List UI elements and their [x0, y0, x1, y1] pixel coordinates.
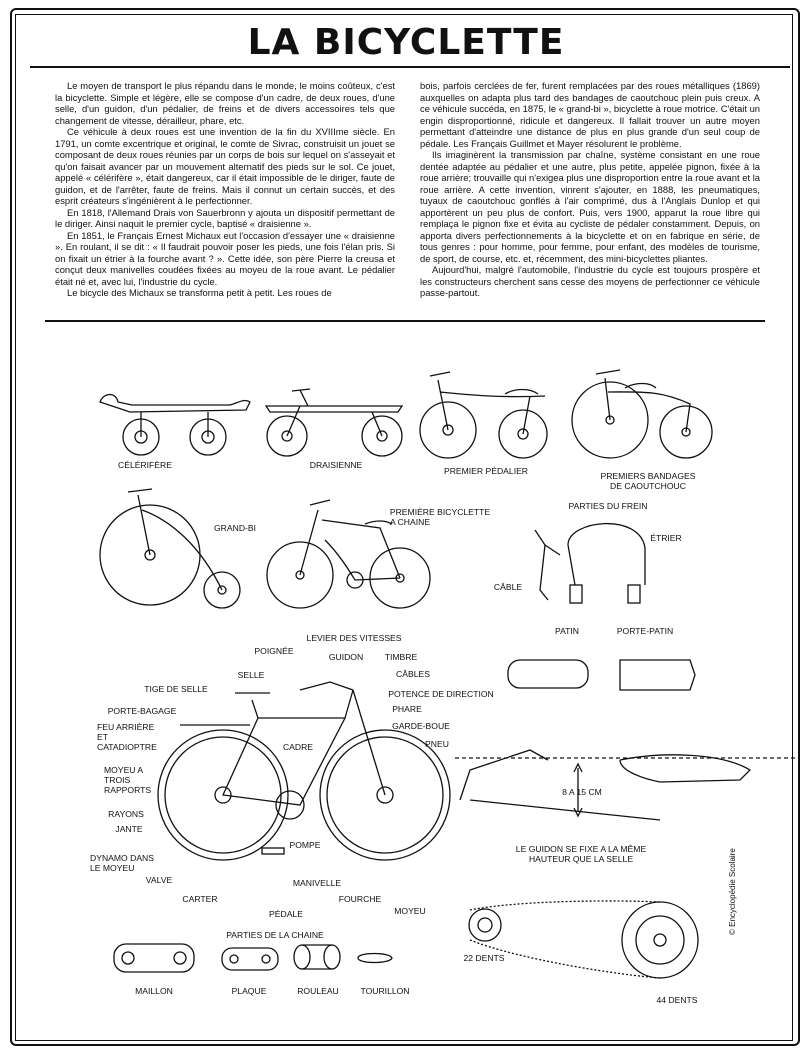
- label-bicyclette-chaine-2: A CHAINE: [389, 517, 431, 527]
- brake-drawing: [508, 524, 695, 690]
- celerifere-drawing: [100, 395, 250, 456]
- label-guidon-note-1: LE GUIDON SE FIXE A LA MÊME: [515, 844, 647, 854]
- label-rouleau: ROULEAU: [297, 986, 339, 996]
- saddle-height-drawing: [455, 750, 800, 820]
- label-guidon: GUIDON: [328, 652, 364, 662]
- label-bicyclette-chaine-1: PREMIÈRE BICYCLETTE: [389, 507, 491, 517]
- paragraph: En 1818, l'Allemand Drais von Sauerbronn y ajouta un dispositif permettant de le diriger. Ainsi naquit le premier cycle, baptisé « draisienne ».: [55, 206, 395, 229]
- label-manivelle: MANIVELLE: [292, 878, 342, 888]
- label-pedale: PÉDALE: [269, 909, 303, 919]
- label-bandages-1: PREMIERS BANDAGES: [600, 471, 696, 481]
- paragraph: Le moyen de transport le plus répandu dans le monde, le moins coûteux, c'est la bicyclette. Simple et légère, elle se compose d'un cadre, de deux roues, d'une selle, d'un guidon, d'un pédalier, de freins et de divers accessoires tels que changement de vitesse, dérailleur, phare, etc.: [55, 80, 395, 126]
- premier-pedalier-drawing: [420, 372, 547, 458]
- label-carter: CARTER: [182, 894, 218, 904]
- page-title: LA BICYCLETTE: [247, 22, 565, 63]
- label-maillon: MAILLON: [135, 986, 173, 996]
- label-selle: SELLE: [237, 670, 265, 680]
- label-celerifere: CÉLÉRIFÈRE: [118, 460, 172, 470]
- label-44-dents: 44 DENTS: [656, 995, 698, 1005]
- label-grand-bi: GRAND-BI: [213, 523, 257, 533]
- label-premier-pedalier: PREMIER PÉDALIER: [443, 466, 529, 476]
- label-jante: JANTE: [115, 824, 143, 834]
- label-phare: PHARE: [392, 704, 422, 714]
- label-fourche: FOURCHE: [338, 894, 382, 904]
- label-tourillon: TOURILLON: [360, 986, 410, 996]
- label-dynamo-1: DYNAMO DANS: [90, 853, 154, 863]
- label-moyeu-rapports-3: RAPPORTS: [104, 785, 152, 795]
- label-cables: CÂBLES: [396, 669, 430, 679]
- draisienne-drawing: [266, 389, 402, 456]
- label-moyeu-rapports-1: MOYEU A: [104, 765, 144, 775]
- label-parties-du-frein: PARTIES DU FREIN: [568, 501, 648, 511]
- label-garde-boue: GARDE-BOUE: [392, 721, 450, 731]
- label-moyeu: MOYEU: [394, 906, 426, 916]
- paragraph: Aujourd'hui, malgré l'automobile, l'industrie du cycle est toujours prospère et les constructeurs cherchent sans cesse des moyens de perfectionner ce véhicule passe-partout.: [420, 264, 760, 298]
- title-rule: [30, 66, 790, 68]
- section-separator: [45, 320, 765, 322]
- label-feu-arriere-2: ET: [97, 732, 108, 742]
- label-valve: VALVE: [145, 875, 173, 885]
- label-tige-de-selle: TIGE DE SELLE: [144, 684, 208, 694]
- label-bandages-2: DE CAOUTCHOUC: [610, 481, 686, 491]
- label-draisienne: DRAISIENNE: [309, 460, 363, 470]
- premiers-bandages-drawing: [572, 370, 712, 458]
- label-guidon-note-2: HAUTEUR QUE LA SELLE: [528, 854, 634, 864]
- label-feu-arriere-1: FEU ARRIÈRE: [97, 722, 155, 732]
- paragraph: Ils imaginèrent la transmission par chaîne, système consistant en une roue dentée adaptée au pédalier et une autre, plus petite, appelée pignon, fixée à la roue arrière; trouvaille qui n'exigea plus une disproportion entre la roue avant et la roue arrière. A cette invention, vinrent s'ajouter, en 1888, les pneumatiques, tuyaux de caoutchouc gonflés à l'air comprimé, dus à l'Anglais Dunlop et qui apportèrent un peu plus de confort. Puis, vers 1900, apparut la roue libre qui remplaça le pignon fixe et évita au cycliste de pédaler constamment. Depuis, on apporta divers perfectionnements à la bicyclette et on en fabrique en série, de tous genres : pour homme, pour femme, pour enfant, des modèles de tourisme, de sport, de course, etc. et, récemment, des mini-bicyclettes pliantes.: [420, 149, 760, 264]
- label-porte-patin: PORTE-PATIN: [616, 626, 674, 636]
- text-column-right: [420, 80, 760, 299]
- label-plaque: PLAQUE: [231, 986, 267, 996]
- label-cadre: CADRE: [282, 742, 314, 752]
- paragraph: Ce véhicule à deux roues est une invention de la fin du XVIIIme siècle. En 1791, un comte excentrique et original, le comte de Sivrac, construisit un jouet se composant de deux roues réunies par un corps de bois sur lequel on s'asseyait et qu'on faisait avancer par un mouvement alternatif des pieds sur le sol. Ce jouet, appelé « célérifère », était dangereux, car il était impossible de le diriger, faute de guidon, et de l'arrêter, faute de freins. Mais il connut un certain succès, et des esprit créateurs s'ingénièrent à le perfectionner.: [55, 126, 395, 206]
- label-timbre: TIMBRE: [384, 652, 418, 662]
- paragraph: Le bicycle des Michaux se transforma petit à petit. Les roues de: [67, 287, 332, 298]
- label-pneu: PNEU: [425, 739, 449, 749]
- label-feu-arriere-3: CATADIOPTRE: [97, 742, 157, 752]
- label-moyeu-rapports-2: TROIS: [104, 775, 131, 785]
- label-porte-bagage: PORTE-BAGAGE: [107, 706, 177, 716]
- label-rayons: RAYONS: [108, 809, 144, 819]
- label-patin: PATIN: [554, 626, 580, 636]
- grand-bi-drawing: [100, 489, 240, 608]
- label-potence: POTENCE DE DIRECTION: [388, 689, 494, 699]
- credit-line: © Encyclopédie Scolaire: [728, 848, 737, 935]
- label-etrier: ÉTRIER: [650, 533, 682, 543]
- label-cable: CÂBLE: [493, 582, 523, 592]
- label-hauteur: 8 A 15 CM: [562, 787, 602, 797]
- paragraph: bois, parfois cerclées de fer, furent remplacées par des roues métalliques (1869) auxquelles on adapta plus tard des bandages de caoutchouc plein puis creux. A ce véhicule succéda, en 1875, le « grand-bi », bicyclette à roue motrice. C'était un engin disproportionné, ridicule et dangereux. Il fallait trouver un autre moyen permettant d'atteindre une distance de plus en plus grande d'un seul coup de pédale. Les Français Guillmet et Mayer résolurent le problème.: [420, 80, 761, 149]
- label-22-dents: 22 DENTS: [463, 953, 505, 963]
- label-parties-chaine: PARTIES DE LA CHAINE: [226, 930, 324, 940]
- label-levier-vitesses: LEVIER DES VITESSES: [306, 633, 402, 643]
- label-poignee: POIGNÉE: [254, 646, 294, 656]
- label-pompe: POMPE: [289, 840, 321, 850]
- text-column-left: [55, 80, 395, 299]
- label-dynamo-2: LE MOYEU: [90, 863, 135, 873]
- paragraph: En 1851, le Français Ernest Michaux eut l'occasion d'essayer une « draisienne ». En roulant, il se dit : « Il faudrait pouvoir poser les pieds, une fois l'élan pris. Si on fixait un étrier à la fourche avant ? ». Cette idée, son père Pierre la creusa et conçut deux manivelles coudées fixées au moyeu de la roue avant. Le pédalier était né et, avec lui, l'industrie du cycle.: [55, 229, 395, 287]
- illustration-panel: [0, 330, 812, 1050]
